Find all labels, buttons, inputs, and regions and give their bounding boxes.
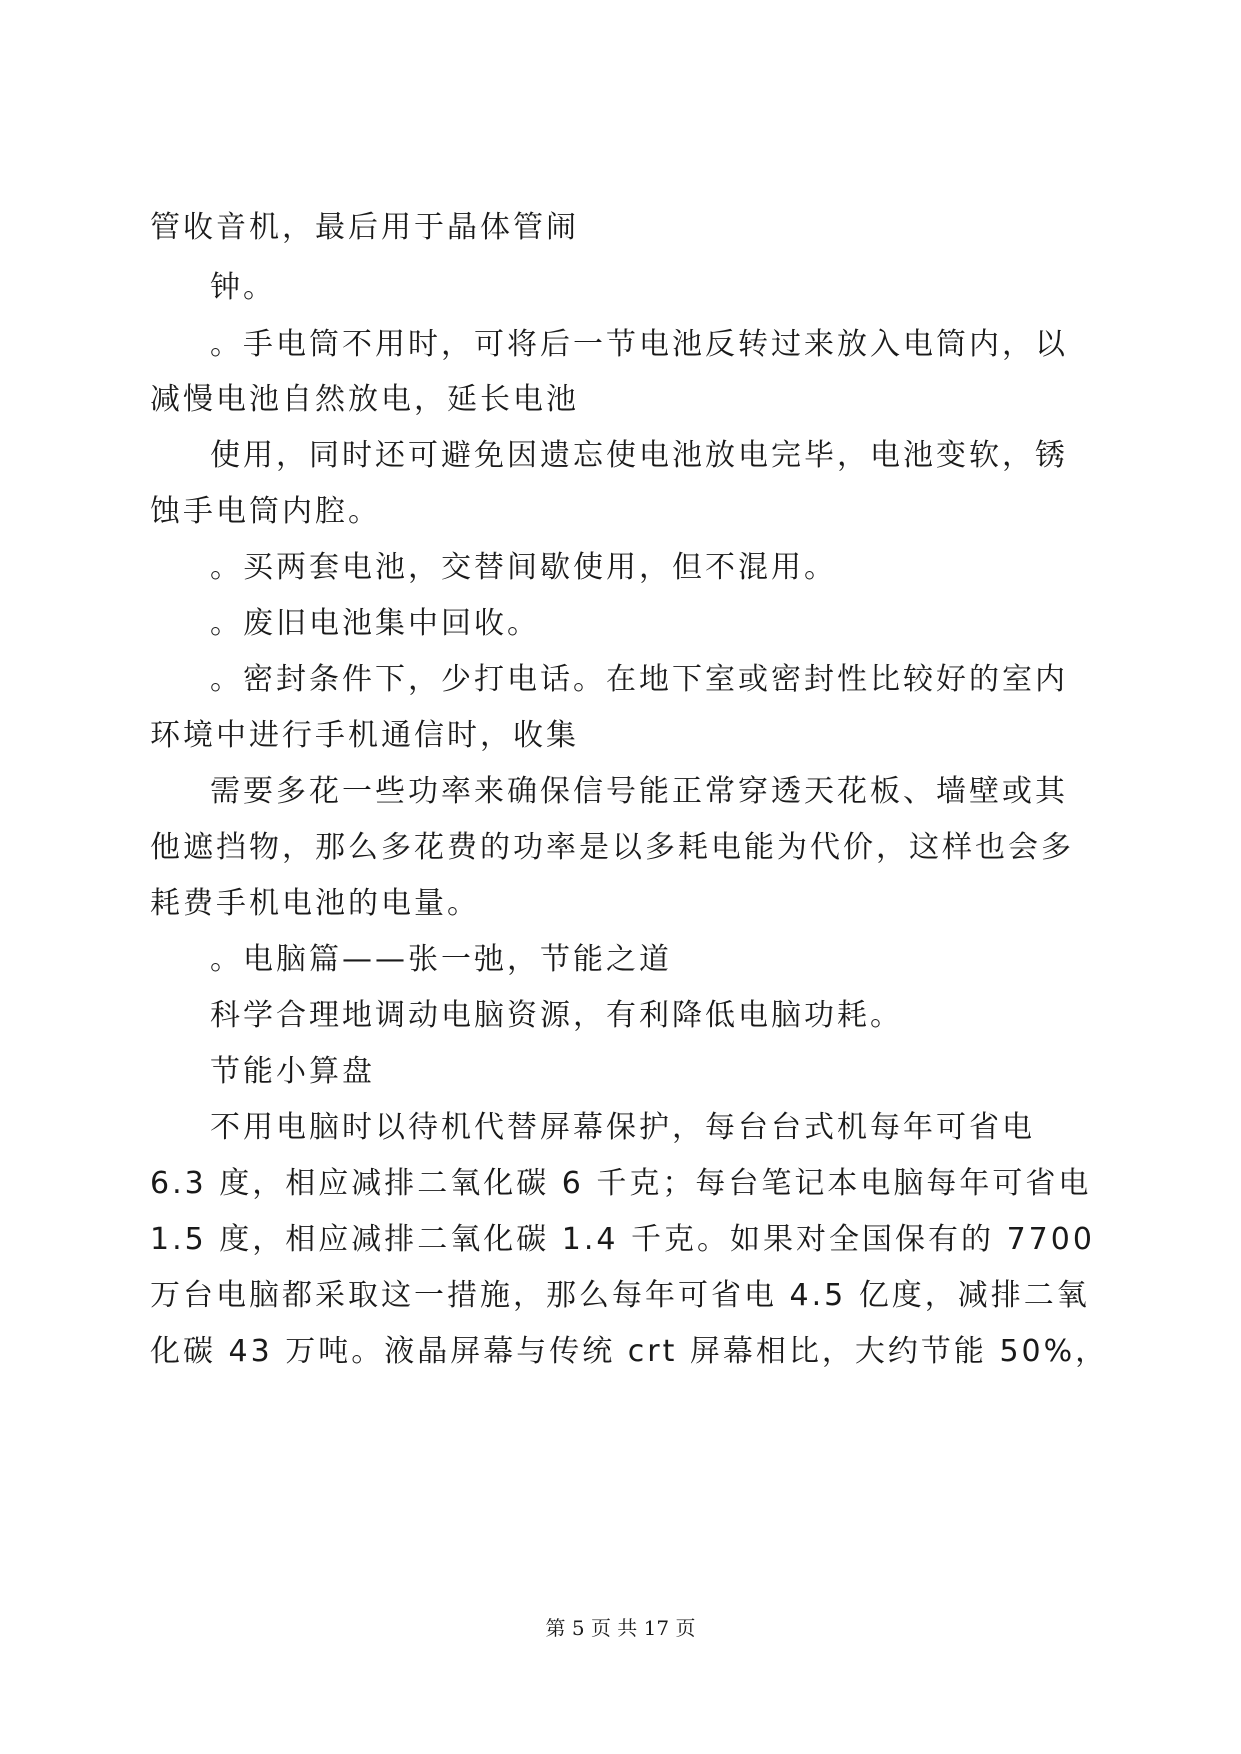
page-number-footer: 第 5 页 共 17 页 [545, 1616, 696, 1640]
text-line: 不用电脑时以待机代替屏幕保护，每台台式机每年可省电 [210, 1110, 1035, 1145]
text-line: 减慢电池自然放电，延长电池 [150, 382, 579, 417]
text-line: 。手电筒不用时，可将后一节电池反转过来放入电筒内，以 [210, 327, 1068, 362]
text-line: 。电脑篇——张一弛，节能之道 [210, 942, 672, 977]
text-line: 使用，同时还可避免因遗忘使电池放电完毕，电池变软，锈 [210, 438, 1068, 473]
text-line: 万台电脑都采取这一措施，那么每年可省电 4.5 亿度，减排二氧 [150, 1278, 1090, 1313]
text-line: 6.3 度，相应减排二氧化碳 6 千克；每台笔记本电脑每年可省电 [150, 1166, 1092, 1201]
text-line: 钟。 [210, 270, 276, 305]
text-line: 。废旧电池集中回收。 [210, 606, 540, 641]
text-line: 他遮挡物，那么多花费的功率是以多耗电能为代价，这样也会多 [150, 830, 1074, 865]
text-line: 。买两套电池，交替间歇使用，但不混用。 [210, 550, 837, 585]
text-line: 环境中进行手机通信时，收集 [150, 718, 579, 753]
text-line: 化碳 43 万吨。液晶屏幕与传统 crt 屏幕相比，大约节能 50%， [150, 1334, 1109, 1369]
text-line: 1.5 度，相应减排二氧化碳 1.4 千克。如果对全国保有的 7700 [150, 1222, 1095, 1257]
text-line: 耗费手机电池的电量。 [150, 886, 480, 921]
text-line: 蚀手电筒内腔。 [150, 494, 381, 529]
text-line: 节能小算盘 [210, 1054, 375, 1089]
text-line: 。密封条件下，少打电话。在地下室或密封性比较好的室内 [210, 662, 1068, 697]
text-line: 需要多花一些功率来确保信号能正常穿透天花板、墙壁或其 [210, 774, 1068, 809]
text-line: 管收音机，最后用于晶体管闹 [150, 210, 579, 245]
text-line: 科学合理地调动电脑资源，有利降低电脑功耗。 [210, 998, 903, 1033]
